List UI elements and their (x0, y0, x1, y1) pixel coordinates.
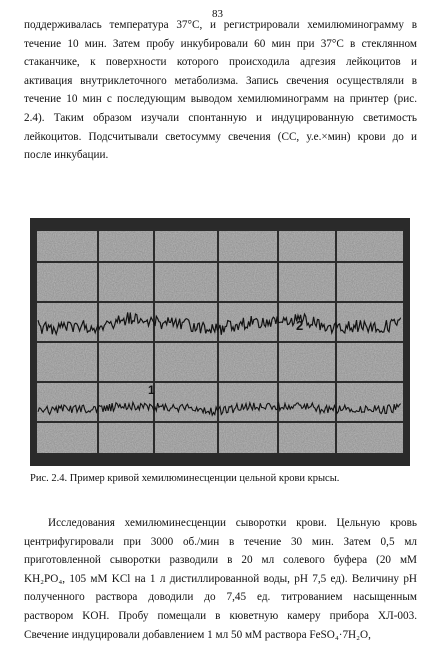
text-line: поддерживалась температура 37°С, и регистрировали хемилюминограмму в (24, 19, 417, 31)
text-line: приготовленной сыворотки разводили в 20 мл солевого буфера (20 мМ (24, 554, 417, 567)
text-line: Свечение индуцировали добавлением 1 мл 50 мМ раствора FeSO₄·7H₂O, (24, 628, 371, 641)
text-line: активация внутриклеточного метаболизма. Запись свечения осуществляли в (24, 74, 417, 87)
text-line: течение 10 мин с последующим выводом хемилюминограмм на принтер (рис. (24, 93, 417, 106)
text-line: лейкоцитов. Подсчитывали светосумму свечения (СС, у.е.×мин) крови до и (24, 130, 417, 143)
plot-top-border (30, 218, 410, 230)
curve-2-label: 2 (296, 318, 304, 333)
text-line: Исследования хемилюминесценции сыворотки крови. Цельную кровь (48, 517, 417, 529)
curve-1-label: 1 (148, 383, 155, 397)
page-number: 83 (212, 8, 223, 20)
text-line: после инкубации. (24, 149, 109, 162)
text-line: центрифугировали при 3000 об./мин в течение 30 мин. Затем 0,5 мл (24, 535, 417, 548)
text-line: 2.4). Таким образом изучали спонтанную и индуцированную светимость (24, 111, 417, 124)
chemiluminogram-figure (30, 218, 410, 466)
text-line: KH₂PO₄, 105 мМ KCl на 1 л дистиллированной воды, pH 7,5 ед). Величину pH (24, 572, 417, 585)
text-line: течение 10 мин. Затем пробу инкубировали 60 мин при 37°С в стеклянном (24, 37, 417, 50)
paragraph-2 (24, 514, 417, 644)
text-line: полученного раствора доводили до 7,45 ед. титрованием насыщенным (24, 591, 417, 604)
plot-bottom-border (30, 454, 410, 466)
paragraph-1 (24, 16, 417, 165)
chemiluminogram-plot (30, 218, 410, 466)
text-line: раствором KOH. Пробу помещали в кюветную камеру прибора ХЛ-003. (24, 609, 417, 622)
figure-caption: Рис. 2.4. Пример кривой хемилюминесценции цельной крови крысы. (30, 473, 340, 484)
text-line: стаканчике, к поверхности которого происходила адгезия лейкоцитов и (24, 56, 417, 69)
